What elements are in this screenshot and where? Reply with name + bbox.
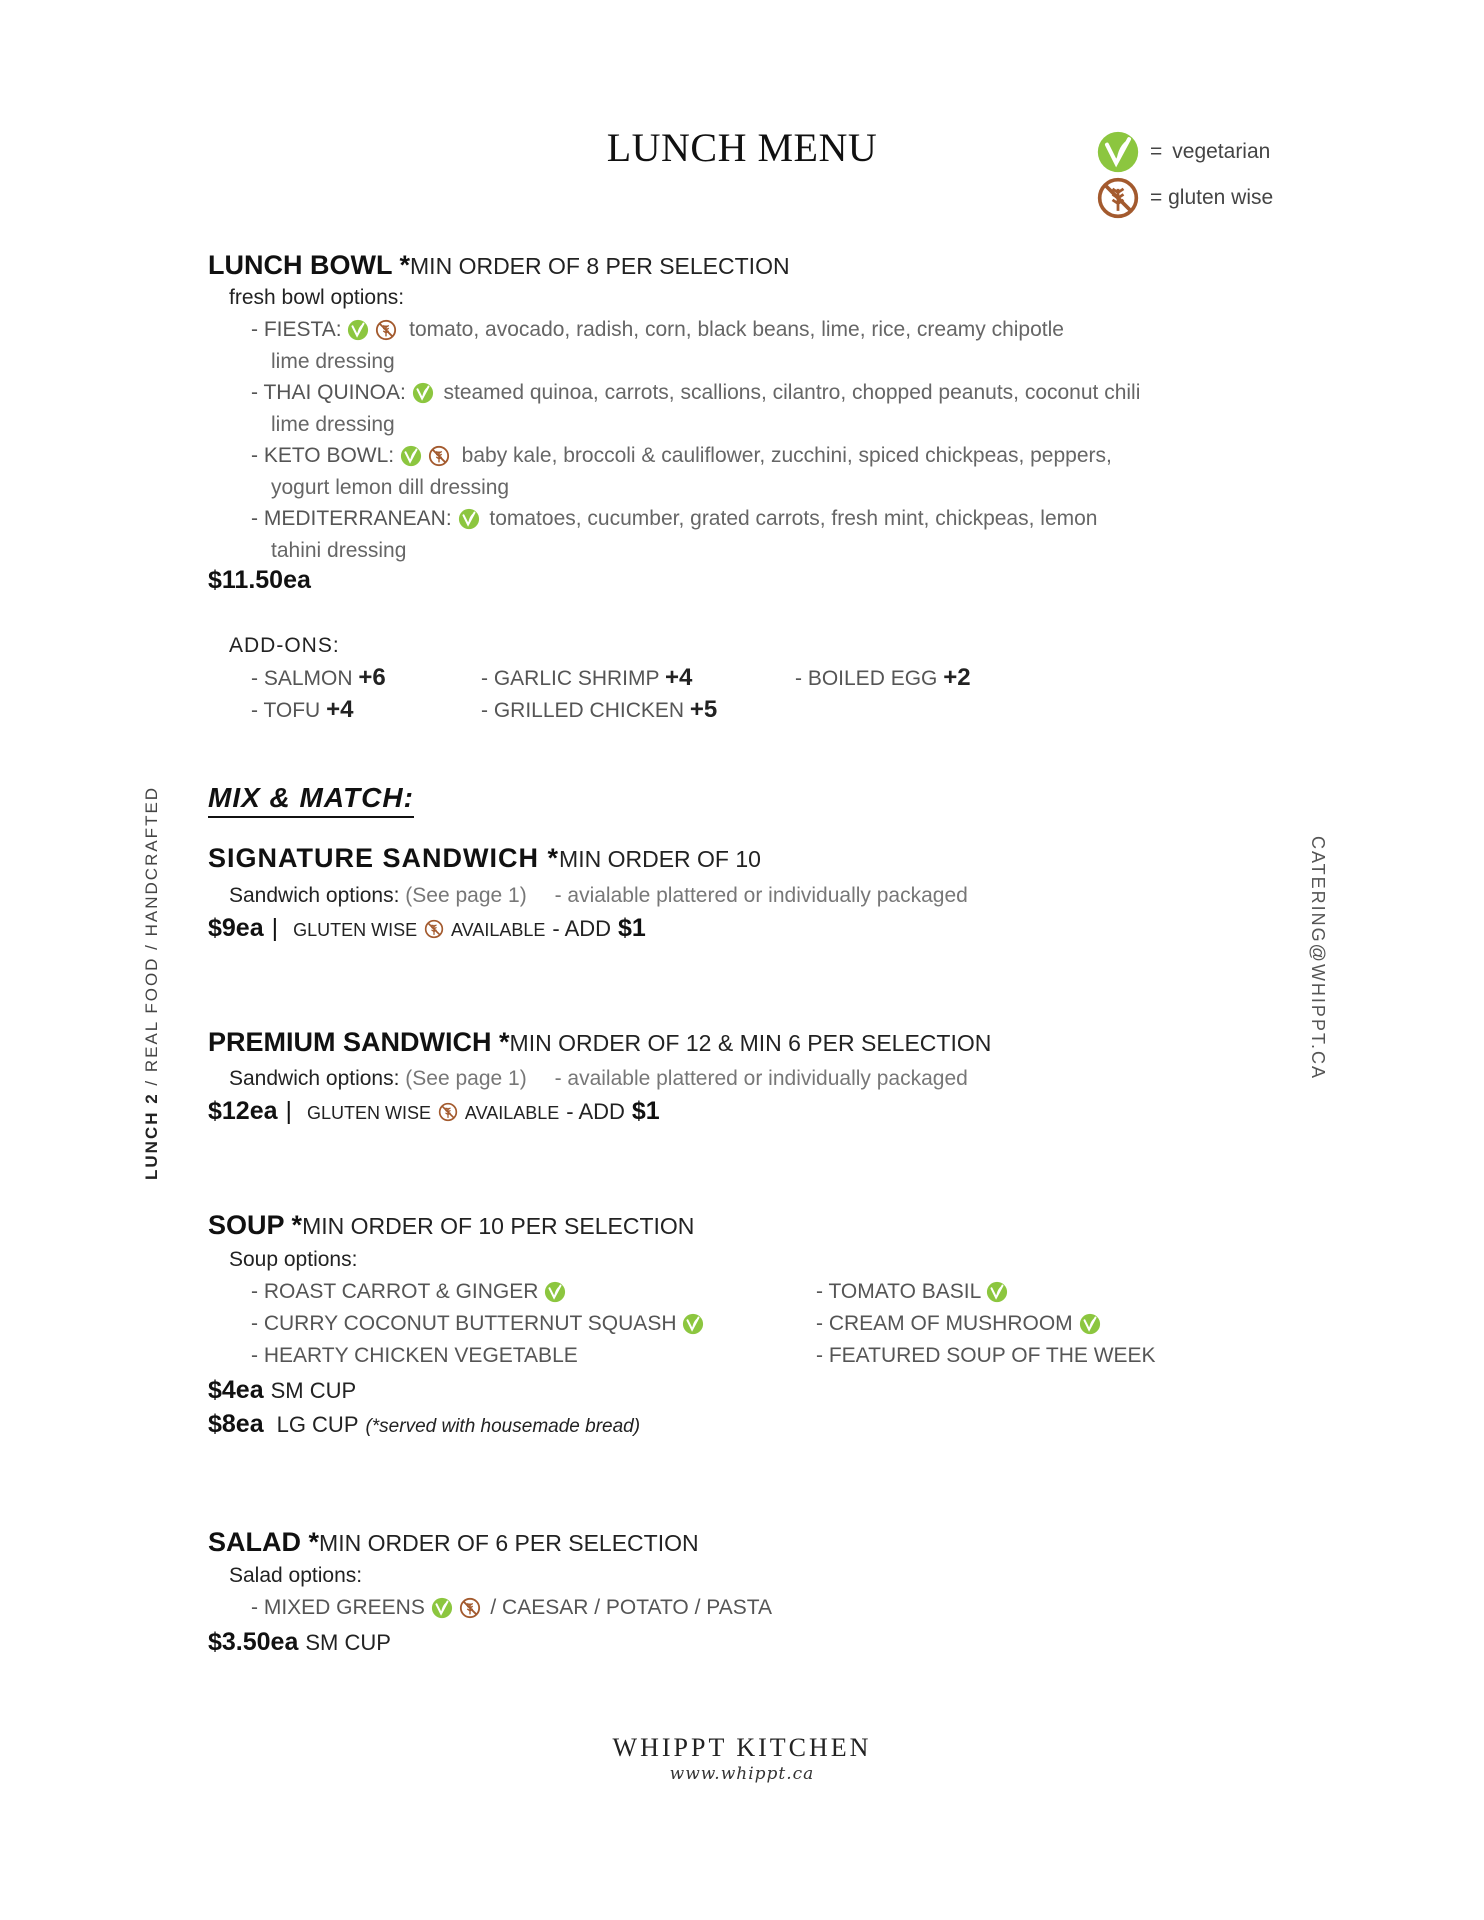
add-label: - ADD	[552, 916, 612, 941]
soup-heading	[208, 1210, 694, 1241]
addon-price: +4	[326, 696, 354, 723]
addon-price: +2	[943, 664, 971, 691]
mix-match-heading: MIX & MATCH:	[208, 782, 414, 818]
bowl-item-mediterranean	[251, 507, 1097, 531]
add-label: - ADD	[566, 1099, 625, 1124]
addon-name: - BOILED EGG	[795, 667, 938, 690]
item-name: - FIESTA:	[251, 318, 342, 341]
divider: |	[285, 1097, 293, 1125]
bowl-item-med-line2: tahini dressing	[271, 539, 407, 562]
soup-price-sm	[208, 1376, 356, 1405]
item-desc: tomato, avocado, radish, corn, black beans, lime, rice, creamy chipotle	[409, 318, 1064, 341]
soup-item	[251, 1312, 704, 1336]
signature-price-row	[208, 914, 646, 943]
addon-boiled-egg	[795, 664, 971, 692]
addons-heading: ADD-ONS:	[229, 634, 340, 657]
leaf-icon	[682, 1313, 704, 1335]
legend-gluten-wise	[1096, 176, 1273, 220]
no-wheat-icon	[424, 919, 444, 939]
salad-title: SALAD	[208, 1527, 301, 1557]
addon-name: - GARLIC SHRIMP	[481, 667, 660, 690]
addon-tofu	[251, 696, 353, 724]
side-label-email: CATERING@WHIPPT.CA	[1308, 836, 1328, 1080]
soup-note: (*served with housemade bread)	[365, 1416, 641, 1437]
salad-others: / CAESAR / POTATO / PASTA	[490, 1596, 773, 1619]
leaf-icon	[544, 1281, 566, 1303]
soup-size: SM CUP	[270, 1378, 357, 1403]
asterisk: *	[308, 1527, 320, 1557]
salad-sub: Salad options:	[229, 1564, 363, 1587]
salad-price: $3.50ea	[208, 1628, 299, 1656]
leaf-icon	[986, 1281, 1008, 1303]
premium-title: PREMIUM SANDWICH	[208, 1027, 492, 1057]
lunch-bowl-price: $11.50ea	[208, 566, 311, 594]
soup-name: - FEATURED SOUP OF THE WEEK	[816, 1344, 1156, 1367]
soup-price-lg	[208, 1410, 640, 1439]
sub-note: - avialable plattered or individually packaged	[554, 884, 968, 907]
signature-heading	[208, 843, 761, 874]
salad-name: - MIXED GREENS	[251, 1596, 425, 1619]
bowl-item-keto-line2: yogurt lemon dill dressing	[271, 476, 510, 499]
soup-item	[816, 1312, 1101, 1336]
legend-vegetarian	[1096, 130, 1270, 174]
addon-price: +5	[689, 696, 718, 723]
page-title: LUNCH MENU	[606, 125, 878, 170]
no-wheat-icon	[438, 1102, 458, 1122]
addon-name: - GRILLED CHICKEN	[481, 699, 685, 722]
soup-title: SOUP	[208, 1210, 285, 1240]
soup-note: MIN ORDER OF 10 PER SELECTION	[302, 1213, 695, 1239]
sub-ref: (See page 1)	[405, 884, 527, 907]
side-label-left	[142, 786, 162, 1180]
soup-item	[816, 1344, 1156, 1368]
salad-note: MIN ORDER OF 6 PER SELECTION	[319, 1530, 699, 1556]
salad-items	[251, 1596, 772, 1620]
soup-item	[251, 1280, 566, 1304]
no-wheat-icon	[1096, 176, 1140, 220]
leaf-icon	[1096, 130, 1140, 174]
bowl-item-keto	[251, 444, 1112, 468]
soup-name: - CREAM OF MUSHROOM	[816, 1312, 1073, 1335]
addon-salmon	[251, 664, 386, 692]
page-label: LUNCH 2	[142, 1092, 161, 1180]
soup-item	[816, 1280, 1008, 1304]
sub-note: - available plattered or individually packaged	[554, 1067, 968, 1090]
soup-sub: Soup options:	[229, 1248, 358, 1271]
signature-price: $9ea	[208, 914, 264, 942]
asterisk: *	[499, 1027, 510, 1057]
soup-name: - HEARTY CHICKEN VEGETABLE	[251, 1344, 578, 1367]
item-name: - MEDITERRANEAN:	[251, 507, 452, 530]
sub-ref: (See page 1)	[405, 1067, 527, 1090]
sub-label: Sandwich options:	[229, 884, 400, 907]
addon-name: - TOFU	[251, 699, 321, 722]
available-label: AVAILABLE	[464, 1103, 560, 1123]
bowl-item-fiesta-line2: lime dressing	[271, 350, 395, 373]
leaf-icon	[347, 319, 369, 341]
lunch-bowl-title: LUNCH BOWL	[208, 250, 392, 280]
soup-price: $8ea	[208, 1410, 264, 1438]
premium-heading	[208, 1027, 991, 1058]
leaf-icon	[412, 382, 434, 404]
no-wheat-icon	[428, 445, 450, 467]
tagline: / REAL FOOD / HANDCRAFTED	[142, 785, 161, 1093]
legend-eq: =	[1150, 140, 1163, 163]
footer-brand: WHIPPT KITCHEN	[612, 1733, 872, 1762]
asterisk: *	[399, 250, 411, 280]
legend-veg-label: vegetarian	[1172, 140, 1271, 163]
soup-name: - TOMATO BASIL	[816, 1280, 981, 1303]
available-label: AVAILABLE	[451, 920, 546, 940]
leaf-icon	[1079, 1313, 1101, 1335]
add-price: $1	[617, 914, 646, 942]
asterisk: *	[547, 843, 560, 873]
soup-name: - ROAST CARROT & GINGER	[251, 1280, 539, 1303]
premium-price-row	[208, 1097, 660, 1126]
legend-gf-label: = gluten wise	[1150, 186, 1274, 209]
addon-price: +6	[358, 664, 386, 691]
premium-sub	[229, 1067, 968, 1091]
add-price: $1	[631, 1097, 660, 1125]
salad-heading	[208, 1527, 699, 1558]
leaf-icon	[400, 445, 422, 467]
addon-grilled-chicken	[481, 696, 717, 724]
item-desc: tomatoes, cucumber, grated carrots, fresh mint, chickpeas, lemon	[489, 507, 1098, 530]
premium-price: $12ea	[208, 1097, 278, 1125]
divider: |	[271, 914, 279, 942]
leaf-icon	[431, 1597, 453, 1619]
leaf-icon	[458, 508, 480, 530]
soup-size: LG CUP	[276, 1412, 359, 1437]
item-name: - THAI QUINOA:	[251, 381, 406, 404]
addon-garlic-shrimp	[481, 664, 692, 692]
footer-url: www.whippt.ca	[669, 1764, 815, 1784]
lunch-bowl-note: MIN ORDER OF 8 PER SELECTION	[410, 253, 790, 279]
salad-price-row	[208, 1628, 391, 1657]
bowl-item-thai-quinoa	[251, 381, 1140, 405]
soup-price: $4ea	[208, 1376, 264, 1404]
salad-size: SM CUP	[305, 1630, 391, 1655]
gluten-wise-label: GLUTEN WISE	[293, 920, 418, 940]
no-wheat-icon	[459, 1597, 481, 1619]
signature-sub	[229, 884, 968, 908]
asterisk: *	[291, 1210, 303, 1240]
item-name: - KETO BOWL:	[251, 444, 395, 467]
no-wheat-icon	[375, 319, 397, 341]
bowl-item-fiesta	[251, 318, 1064, 342]
signature-title: SIGNATURE SANDWICH	[208, 843, 539, 873]
lunch-bowl-heading	[208, 250, 790, 281]
bowl-item-thai-line2: lime dressing	[271, 413, 395, 436]
gluten-wise-label: GLUTEN WISE	[306, 1103, 431, 1123]
item-desc: baby kale, broccoli & cauliflower, zucchini, spiced chickpeas, peppers,	[461, 444, 1112, 467]
addon-name: - SALMON	[251, 667, 353, 690]
addon-price: +4	[665, 664, 693, 691]
item-desc: steamed quinoa, carrots, scallions, cilantro, chopped peanuts, coconut chili	[443, 381, 1141, 404]
signature-note: MIN ORDER OF 10	[559, 846, 761, 872]
premium-note: MIN ORDER OF 12 & MIN 6 PER SELECTION	[509, 1030, 992, 1056]
lunch-bowl-sub: fresh bowl options:	[229, 286, 405, 309]
soup-item	[251, 1344, 578, 1368]
soup-name: - CURRY COCONUT BUTTERNUT SQUASH	[251, 1312, 677, 1335]
sub-label: Sandwich options:	[229, 1067, 400, 1090]
